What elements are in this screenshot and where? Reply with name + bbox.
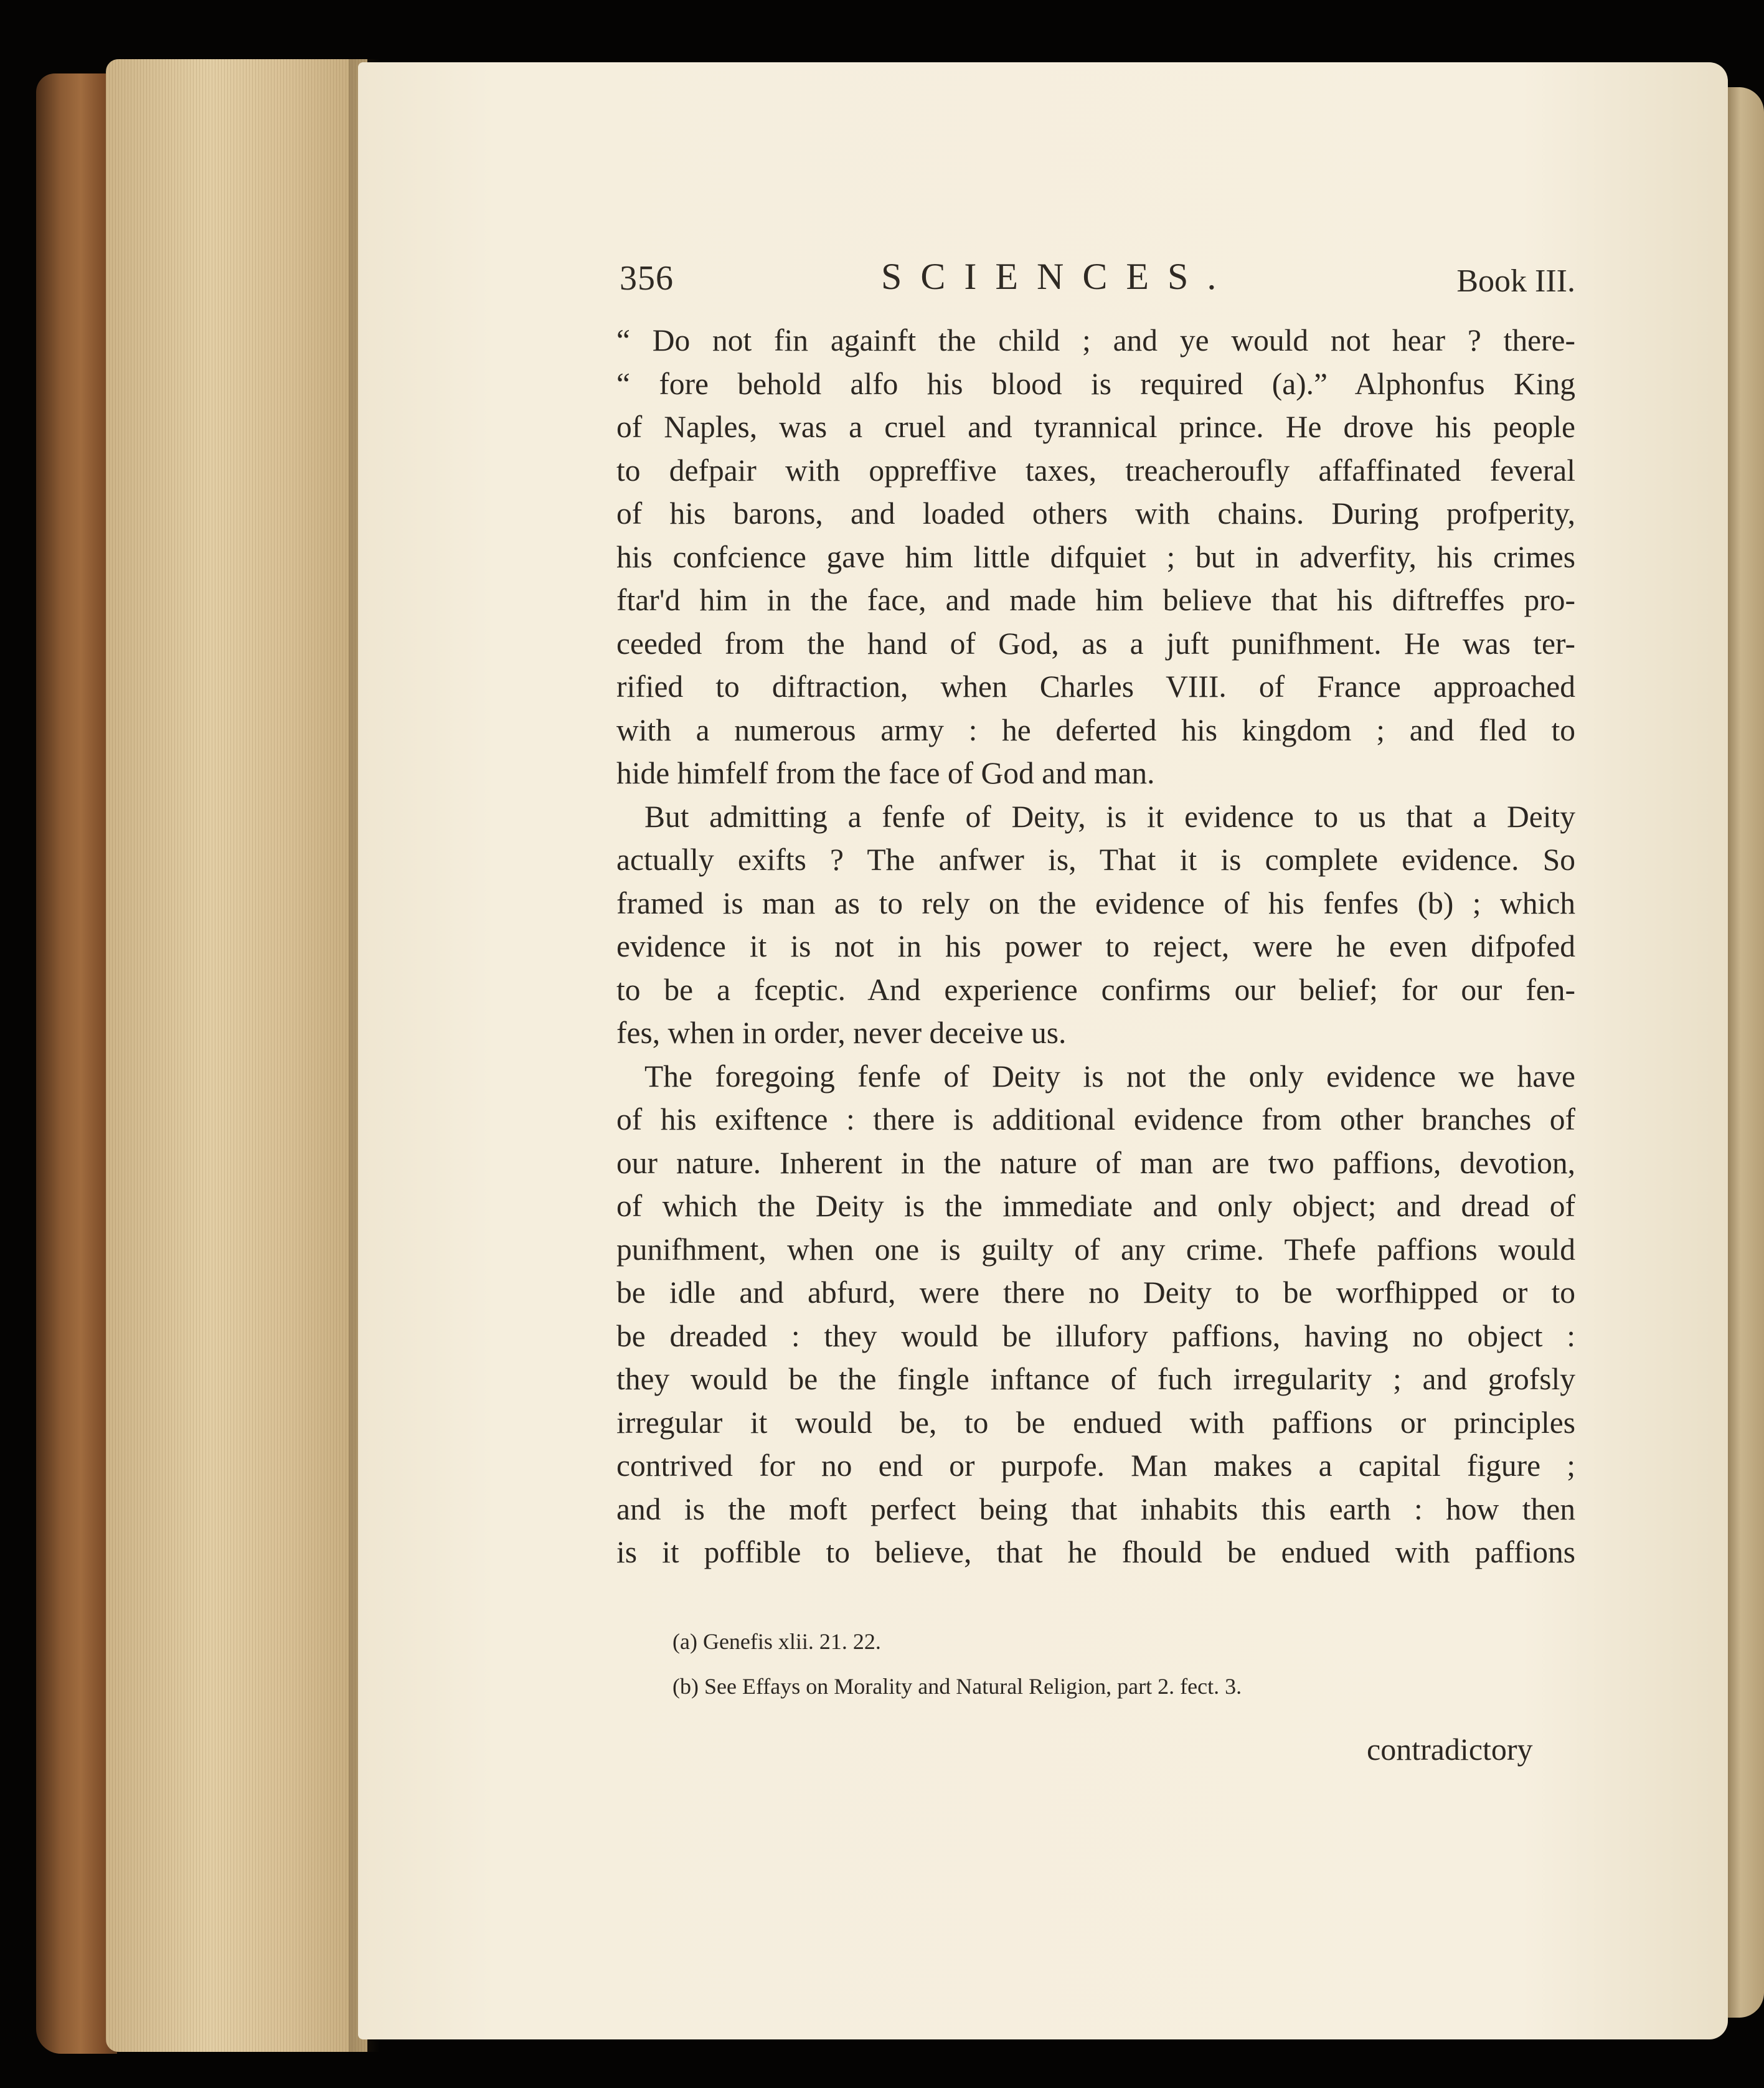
text-line: of his barons, and loaded others with chains. During profperity, — [616, 496, 1575, 531]
text-line: punifhment, when one is guilty of any crime. Thefe paffions would — [616, 1232, 1575, 1267]
text-line: of his exiftence : there is additional evidence from other branches of — [616, 1102, 1575, 1136]
running-title: SCIENCES. — [881, 256, 1235, 297]
page-number: 356 — [620, 259, 674, 298]
text-line: The foregoing fenfe of Deity is not the only evidence we have — [644, 1059, 1575, 1094]
text-line: rified to diftraction, when Charles VIII. of France approached — [616, 669, 1575, 704]
text-line: they would be the fingle inftance of fuch irregularity ; and grofsly — [616, 1362, 1575, 1396]
body-text — [616, 319, 1575, 1574]
text-line: our nature. Inherent in the nature of man are two paffions, devotion, — [616, 1145, 1575, 1180]
text-line: ftar'd him in the face, and made him believe that his diftreffes pro- — [616, 583, 1575, 617]
text-line: evidence it is not in his power to reject, were he even difpofed — [616, 929, 1575, 963]
text-line: and is the moft perfect being that inhabits this earth : how then — [616, 1491, 1575, 1526]
text-line: of Naples, was a cruel and tyrannical prince. He drove his people — [616, 410, 1575, 444]
text-line: be dreaded : they would be illufory paffions, having no object : — [616, 1318, 1575, 1353]
text-line: with a numerous army : he deferted his kingdom ; and fled to — [616, 712, 1575, 747]
text-line: fes, when in order, never deceive us. — [616, 1016, 1067, 1050]
text-line: actually exifts ? The anfwer is, That it is complete evidence. So — [616, 843, 1575, 877]
footnote-a: (a) Genefis xlii. 21. 22. — [672, 1629, 881, 1654]
text-line: irregular it would be, to be endued with paffions or principles — [616, 1405, 1575, 1440]
footnotes — [672, 1628, 1569, 1717]
text-line: be idle and abfurd, were there no Deity to be worfhipped or to — [616, 1275, 1575, 1310]
text-line: to defpair with oppreffive taxes, treacheroufly affaffinated feveral — [616, 453, 1575, 488]
text-line: framed is man as to rely on the evidence of his fenfes (b) ; which — [616, 886, 1575, 920]
text-line: “ fore behold alfo his blood is required (a).” Alphonfus King — [616, 366, 1575, 401]
text-line: “ Do not fin againft the child ; and ye would not hear ? there- — [616, 323, 1575, 357]
text-line: his confcience gave him little difquiet ; but in adverfity, his crimes — [616, 539, 1575, 574]
book-reference: Book III. — [1456, 263, 1575, 299]
text-line: But admitting a fenfe of Deity, is it evidence to us that a Deity — [644, 799, 1575, 834]
facing-page-edge — [1725, 87, 1764, 2018]
text-line: to be a fceptic. And experience confirms our belief; for our fen- — [616, 972, 1575, 1007]
book-cover-edge — [36, 73, 117, 2054]
footnote-b: (b) See Effays on Morality and Natural Religion, part 2. fect. 3. — [672, 1674, 1242, 1699]
text-line: ceeded from the hand of God, as a juft punifhment. He was ter- — [616, 626, 1575, 661]
text-line: is it poffible to believe, that he fhould be endued with paffions — [616, 1535, 1575, 1569]
page-fore-edge — [106, 59, 367, 2052]
text-line: hide himfelf from the face of God and man. — [616, 756, 1155, 790]
text-line: of which the Deity is the immediate and only object; and dread of — [616, 1189, 1575, 1223]
text-line: contrived for no end or purpofe. Man makes a capital figure ; — [616, 1448, 1575, 1483]
catchword: contradictory — [1367, 1732, 1533, 1767]
page-header — [620, 249, 1575, 305]
